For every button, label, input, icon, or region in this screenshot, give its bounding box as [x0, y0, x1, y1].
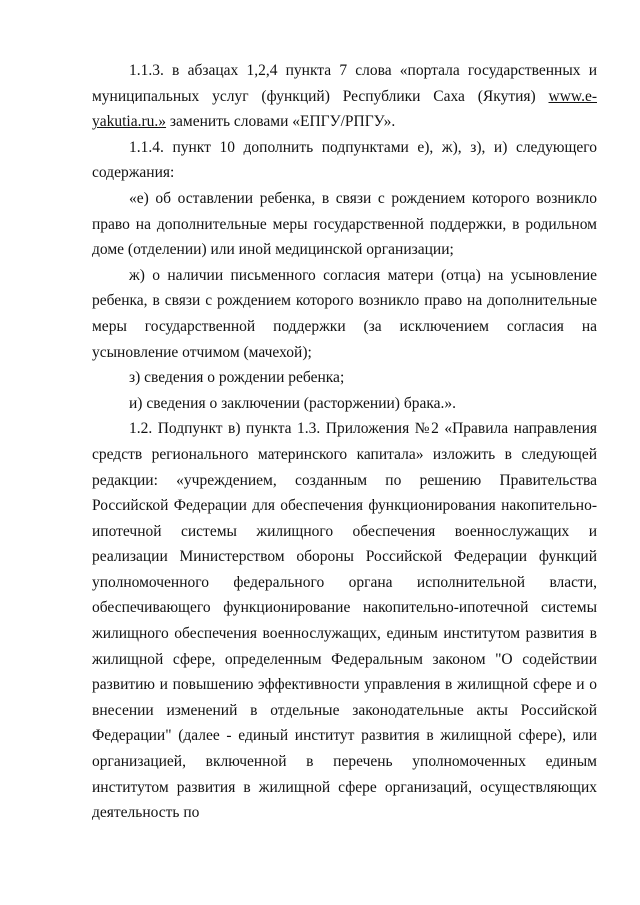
document-page — [92, 58, 597, 826]
subitem-zh: ж) о наличии письменного согласия матери (отца) на усыновление ребенка, в связи с рождением которого возникло право на дополнительные меры государственной поддержки (за исключением согласия на усыновление отчимом (мачехой); — [92, 266, 597, 361]
subitem-i: и) сведения о заключении (расторжении) брака.». — [129, 394, 457, 412]
paragraph-1-1-4: 1.1.4. пункт 10 дополнить подпунктами е), ж), з), и) следующего содержания: — [92, 138, 597, 182]
portal-link[interactable]: www.e-yakutia.ru.» — [92, 87, 597, 131]
subitem-z: з) сведения о рождении ребенка; — [129, 369, 345, 387]
paragraph-1-1-3-tail: заменить словами «ЕПГУ/РПГУ». — [166, 113, 396, 131]
paragraph-1-2: 1.2. Подпункт в) пункта 1.3. Приложения №2 «Правила направления средств регионального материнского капитала» изложить в следующей редакции: «учреждением, созданным по решению Правительства Российской Федерации для обеспечения функционирования накопительно-ипотечной системы жилищного обеспечения военнослужащих и реализации Министерством обороны Российской Федерации функций уполномоченного федерального органа исполнительной власти, обеспечивающего функционирование накопительно-ипотечной системы жилищного обеспечения военнослужащих, единым институтом развития в жилищной сфере, определенным Федеральным законом "О содействии развитию и повышению эффективности управления в жилищной сфере и о внесении изменений в отдельные законодательные акты Российской Федерации" (далее - единый институт развития в жилищной сфере), или организацией, включенной в перечень уполномоченных единым институтом развития в жилищной сфере организаций, осуществляющих деятельность по — [92, 420, 597, 822]
paragraph-1-1-3-text: 1.1.3. в абзацах 1,2,4 пункта 7 слова «портала государственных и муниципальных услуг (функций) Республики Саха (Якутия) — [92, 62, 597, 105]
paragraph-1-1-3 — [92, 58, 597, 135]
subitem-e: «е) об оставлении ребенка, в связи с рождением которого возникло право на дополнительные меры государственной поддержки, в родильном доме (отделении) или иной медицинской организации; — [92, 189, 597, 259]
